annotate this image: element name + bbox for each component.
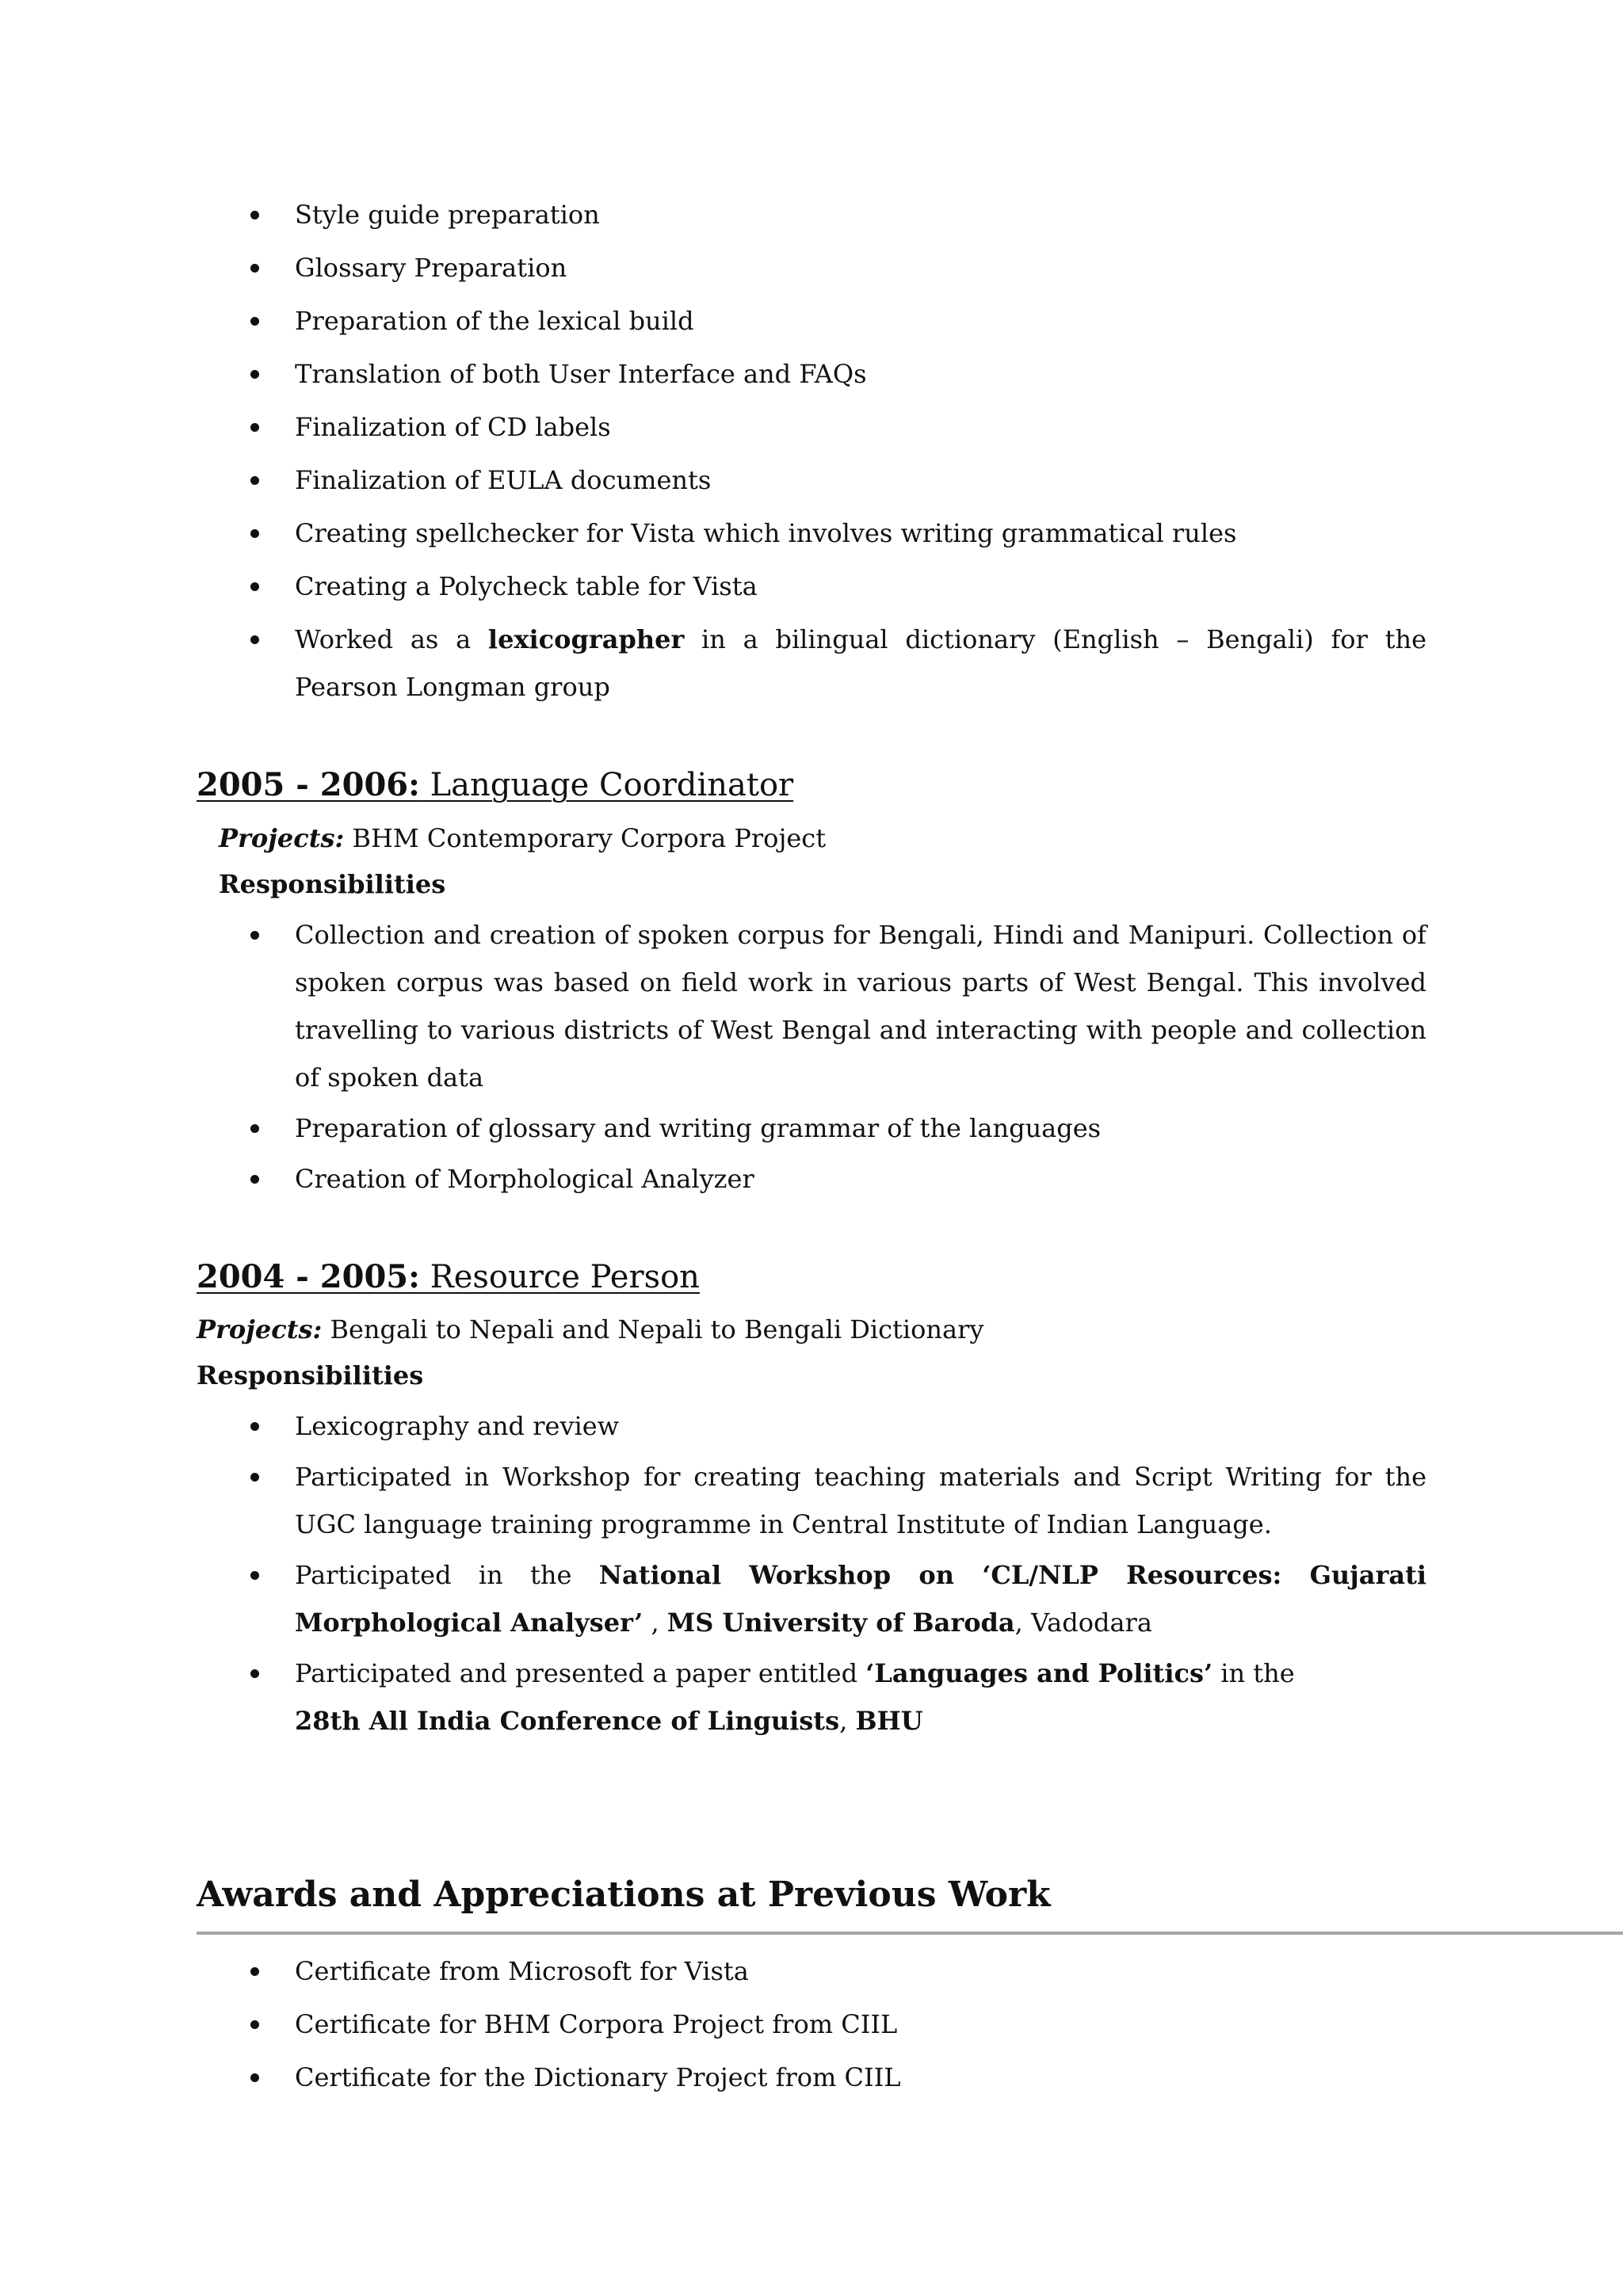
lexico-bold: lexicographer <box>487 624 685 654</box>
responsibilities-label-2005: Responsibilities <box>219 869 446 899</box>
projects-value: Bengali to Nepali and Nepali to Bengali Dictionary <box>322 1314 984 1344</box>
text: Participated in the <box>295 1560 599 1590</box>
conference-name: 28th All India Conference of Linguists <box>295 1706 840 1736</box>
venue-name: BHU <box>855 1706 923 1736</box>
job-years: 2005 - 2006: <box>197 766 420 803</box>
list-item-national-workshop <box>295 1551 1426 1646</box>
list-item: Finalization of EULA documents <box>295 456 1426 504</box>
lexico-post: in a bilingual dictionary (English – Bengali) for the Pearson Longman group <box>295 624 1427 702</box>
responsibilities-list-2005 <box>295 911 1426 1206</box>
job-role: Resource Person <box>419 1259 700 1295</box>
list-item: Preparation of glossary and writing grammar of the languages <box>295 1104 1426 1152</box>
responsibilities-list-2004 <box>295 1402 1426 1748</box>
job-role: Language Coordinator <box>419 767 794 803</box>
job-heading-2005 <box>197 763 793 807</box>
text: , Vadodara <box>1014 1608 1152 1638</box>
list-item: Finalization of CD labels <box>295 403 1426 451</box>
projects-value: BHM Contemporary Corpora Project <box>344 823 827 853</box>
list-item: Style guide preparation <box>295 191 1426 238</box>
list-item: Certificate for the Dictionary Project from CIIL <box>295 2054 1426 2101</box>
text: Participated and presented a paper entitled <box>295 1658 866 1688</box>
list-item: Collection and creation of spoken corpus for Bengali, Hindi and Manipuri. Collection of spoken corpus was based on field work in various parts of West Bengal. This involved travelling to various districts of West Bengal and interacting with people and collection of spoken data <box>295 911 1426 1101</box>
list-item: Creating a Polycheck table for Vista <box>295 563 1426 610</box>
list-item: Participated in Workshop for creating teaching materials and Script Writing for the UGC language training programme in Central Institute of Indian Language. <box>295 1453 1426 1548</box>
job-heading-2004 <box>197 1255 700 1299</box>
text: , <box>643 1608 667 1638</box>
list-item: Translation of both User Interface and FAQs <box>295 350 1426 398</box>
awards-section-title: Awards and Appreciations at Previous Work <box>197 1875 1051 1915</box>
list-item: Certificate from Microsoft for Vista <box>295 1947 1426 1995</box>
responsibilities-label-2004: Responsibilities <box>197 1360 424 1390</box>
section-divider <box>197 1932 1623 1935</box>
paper-title: ‘Languages and Politics’ <box>865 1658 1213 1688</box>
lexico-pre: Worked as a <box>295 624 488 654</box>
text: in the <box>1212 1658 1295 1688</box>
projects-label: Projects: <box>197 1314 323 1344</box>
previous-role-responsibilities-list <box>295 191 1426 716</box>
workshop-title: National Workshop on ‘CL/NLP Resources: Gujarati Morphological Analyser’ <box>295 1560 1427 1638</box>
text: , <box>839 1706 856 1736</box>
list-item: Creation of Morphological Analyzer <box>295 1155 1426 1203</box>
university-name: MS University of Baroda <box>666 1608 1015 1638</box>
projects-line-2005 <box>219 816 826 860</box>
list-item: Certificate for BHM Corpora Project from CIIL <box>295 2000 1426 2048</box>
projects-line-2004 <box>197 1307 983 1352</box>
list-item-lexicographer <box>295 616 1426 711</box>
projects-label: Projects: <box>219 823 345 853</box>
list-item-paper <box>295 1650 1426 1745</box>
list-item: Preparation of the lexical build <box>295 297 1426 345</box>
list-item: Creating spellchecker for Vista which involves writing grammatical rules <box>295 509 1426 557</box>
awards-list <box>295 1947 1426 2107</box>
job-years: 2004 - 2005: <box>197 1258 420 1295</box>
list-item: Glossary Preparation <box>295 244 1426 292</box>
list-item: Lexicography and review <box>295 1402 1426 1450</box>
